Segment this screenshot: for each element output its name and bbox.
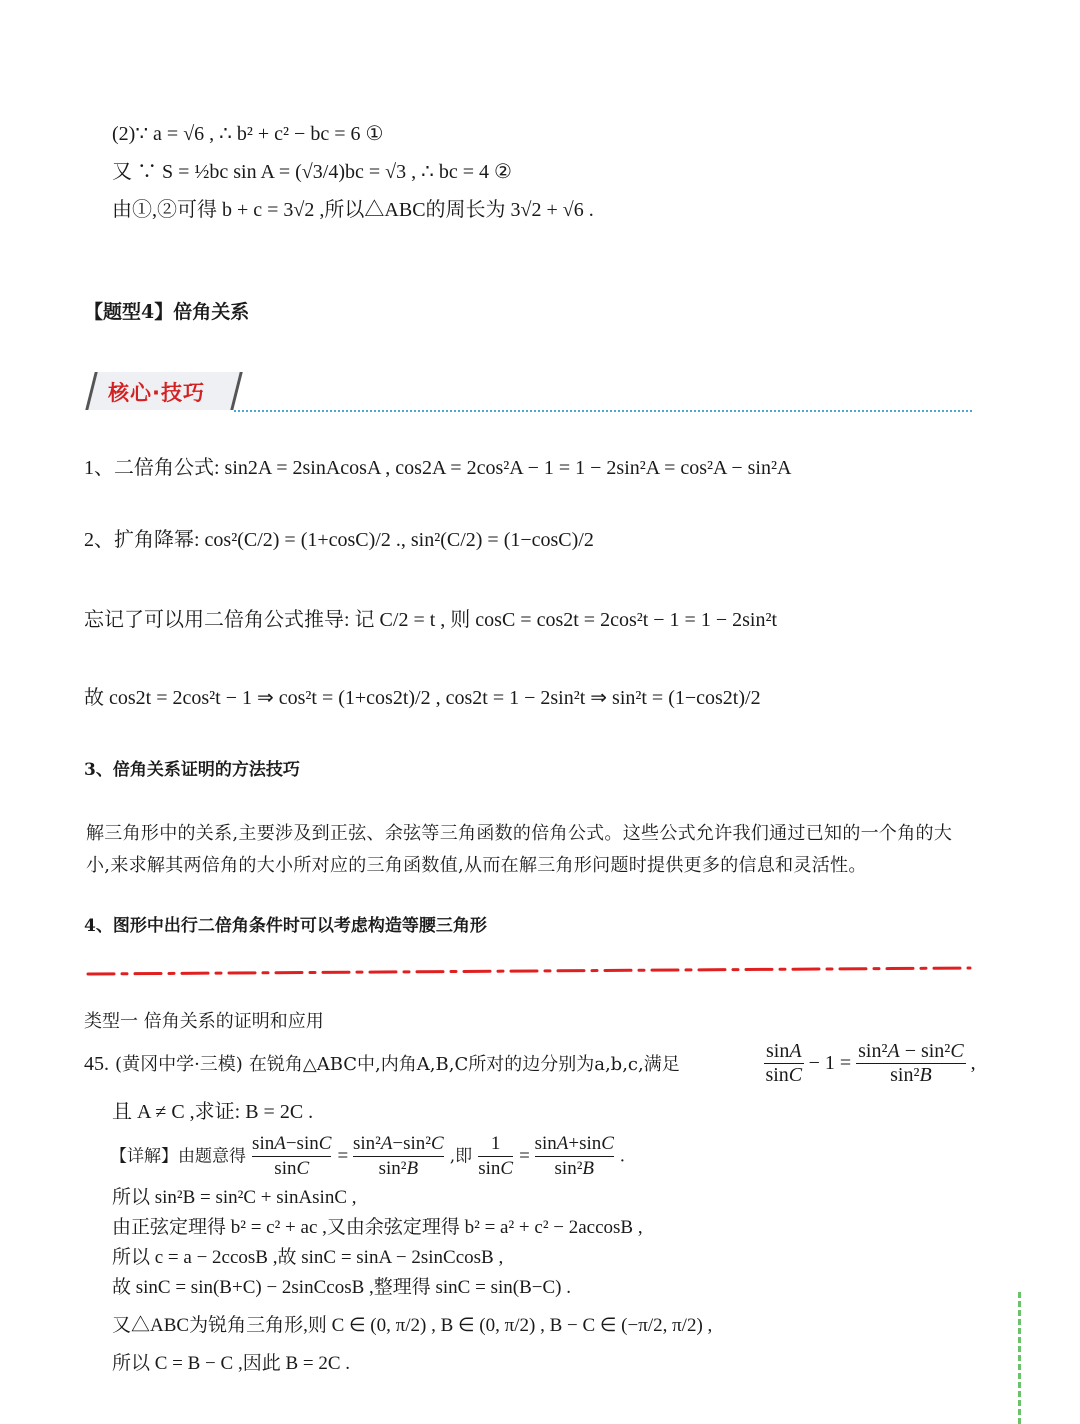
solution-part2-line3 bbox=[112, 198, 594, 222]
tip-3-paragraph-line2: 小,来求解其两倍角的大小所对应的三角函数值,从而在解三角形问题时提供更多的信息和灵活性。 bbox=[86, 855, 867, 876]
tip-2 bbox=[84, 528, 594, 552]
detail-eq3: $\frac{1}{\sin C}$ bbox=[478, 1133, 514, 1179]
tip-3-paragraph-line1: 解三角形中的关系,主要涉及到正弦、余弦等三角函数的倍角公式。这些公式允许我们通过已知的一个角的大 bbox=[86, 823, 953, 844]
solution-part2-line3-text: 由①,②可得 b + c = 3√2 ,所以△ABC的周长为 3√2 + √6 . bbox=[112, 199, 594, 221]
detail-step-3: 所以 c = a − 2ccosB ,故 sinC = sinA − 2sinCcosB , bbox=[112, 1247, 504, 1268]
solution-part2-line1 bbox=[112, 122, 383, 146]
problem-45-condition: 且 A ≠ C ,求证: B = 2C . bbox=[112, 1101, 314, 1123]
tip-1-text: 1、二倍角公式: sin2A = 2sinAcosA , cos2A = 2cos²A − 1 = 1 − 2sin²A = cos²A − sin²A bbox=[84, 457, 792, 479]
tip-2-note2 bbox=[84, 686, 761, 710]
solution-part2-line1-text: (2)∵ a = √6 , ∴ b² + c² − bc = 6 ① bbox=[112, 123, 384, 145]
detail-step-5: 又△ABC为锐角三角形,则 C ∈ (0, π/2) , B ∈ (0, π/2) , B − C ∈ (−π/2, π/2) , bbox=[112, 1315, 713, 1336]
tip-2-note2-text: 故 cos2t = 2cos²t − 1 ⇒ cos²t = (1+cos2t)/2 , cos2t = 1 − 2sin²t ⇒ sin²t = (1−cos2t)/2 bbox=[84, 687, 761, 709]
detail-eq2: $\frac{\text{sin²A−sin²C}}{\text{sin²B}}$ bbox=[352, 1133, 444, 1179]
problem-stem: 在锐角△ABC中,内角A,B,C所对的边分别为a,b,c,满足 bbox=[248, 1054, 680, 1075]
detail-step-2: 由正弦定理得 b² = c² + ac ,又由余弦定理得 b² = a² + c² − 2accosB , bbox=[112, 1217, 643, 1238]
detail-step-1: 所以 sin²B = sin²C + sinAsinC , bbox=[112, 1187, 357, 1208]
detail-step-6: 所以 C = B − C ,因此 B = 2C . bbox=[112, 1353, 351, 1374]
problem-45-equation: $\frac{\sin A}{\sin C}$ − 1 = $\frac{\text{sin²A − sin²C}}{\text{sin²B}}$ , bbox=[765, 1040, 976, 1086]
type-one-title: 类型一 倍角关系的证明和应用 bbox=[84, 1011, 324, 1032]
page-margin-dashed-line bbox=[1018, 1292, 1021, 1424]
problem-number: 45. bbox=[84, 1053, 109, 1075]
tip-3-paragraph bbox=[86, 818, 1006, 882]
problem-45-stem bbox=[84, 1052, 680, 1077]
section-title: 【题型4】倍角关系 bbox=[84, 301, 250, 323]
tip-2-text: 2、扩角降幂: cos²(C/2) = (1+cosC)/2 ., sin²(C/2) = (1−cosC)/2 bbox=[84, 529, 594, 551]
detail-eq1: $\frac{\sin A-\sin C}{\sin C}$ bbox=[252, 1133, 332, 1179]
detail-eq4: $\frac{\sin A+\sin C}{\text{sin²B}}$ bbox=[534, 1133, 614, 1179]
solution-part2-line2-text: 又 ∵ S = ½bc sin A = (√3/4)bc = √3 , ∴ bc = 4 ② bbox=[112, 161, 512, 183]
badge-label: 核心·技巧 bbox=[108, 381, 205, 405]
detail-line: 【详解】由题意得 $\frac{\sin A-\sin C}{\sin C}$ = $\frac{\text{sin²A−sin²C}}{\text{sin²B}}$ ,即 $\frac{1}{\sin C}$ = $\frac{\sin A+\sin C}{\text{sin²B}}$ . bbox=[110, 1133, 625, 1179]
badge-dotted-rule bbox=[234, 410, 972, 412]
red-dashdot-divider bbox=[86, 962, 986, 982]
solution-part2-line2 bbox=[112, 160, 512, 184]
detail-step-4: 故 sinC = sin(B+C) − 2sinCcosB ,整理得 sinC = sin(B−C) . bbox=[112, 1277, 571, 1298]
tip-2-note bbox=[84, 608, 777, 632]
detail-label: 【详解】由题意得 bbox=[110, 1146, 246, 1167]
tip-3-title: 3、倍角关系证明的方法技巧 bbox=[84, 760, 300, 780]
tip-4-title: 4、图形中出行二倍角条件时可以考虑构造等腰三角形 bbox=[84, 916, 487, 936]
tip-2-note-text: 忘记了可以用二倍角公式推导: 记 C/2 = t , 则 cosC = cos2t = 2cos²t − 1 = 1 − 2sin²t bbox=[84, 609, 778, 631]
core-skills-badge bbox=[84, 368, 974, 418]
detail-mid: ,即 bbox=[449, 1146, 473, 1167]
tip-1 bbox=[84, 456, 791, 480]
problem-source: (黄冈中学·三模) bbox=[115, 1054, 243, 1075]
